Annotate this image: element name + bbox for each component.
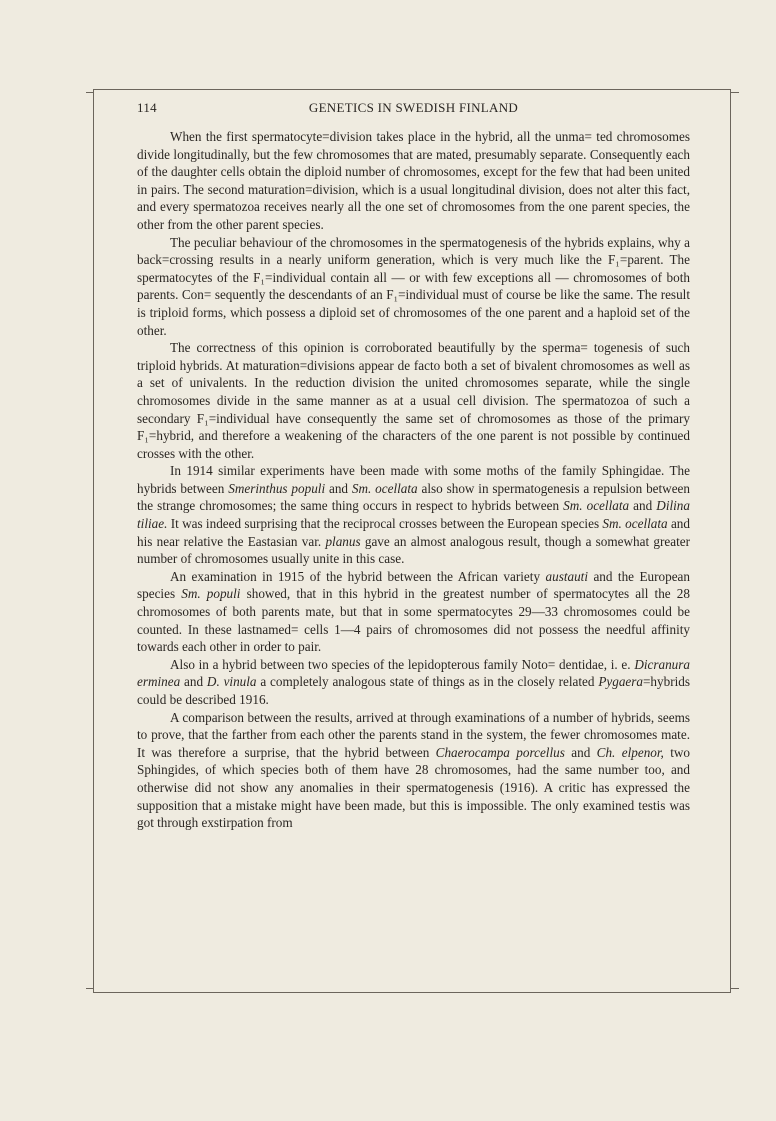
- italic-term: Ch. elpenor,: [596, 744, 664, 760]
- frame-top-rule: [93, 89, 731, 90]
- text-run: and: [564, 744, 597, 760]
- paragraph: [137, 656, 690, 709]
- italic-term: planus: [325, 533, 361, 549]
- paragraph: [137, 709, 690, 832]
- frame-left-rule: [93, 89, 94, 993]
- paragraph: [137, 234, 690, 340]
- body-text: [137, 128, 690, 832]
- paragraph: [137, 568, 690, 656]
- italic-term: Smerinthus populi: [228, 480, 326, 496]
- italic-term: Sm. ocellata: [351, 480, 418, 496]
- paragraph: [137, 339, 690, 462]
- text-run: and: [180, 674, 207, 690]
- text-run: gave an almost analogous result, though a somewhat greater number of chromosomes usually unite in this case.: [137, 533, 690, 567]
- text-run: and: [629, 498, 657, 514]
- text-run: When the first spermatocyte=division takes place in the hybrid, all the unma= ted chromosomes divide longitudinally, but the few chromosomes that are mated, presumably separate. Consequently each of the daughter cells obtain the diploid number of chromosomes, except for the few that had been united in pairs. The second maturation=division, which is a usual longitudinal division, does not alter this fact, and every spermatozoa receives nearly all the one set of chromosomes from the one parent species, the other from the other parent species.: [137, 129, 690, 232]
- text-run: a completely analogous state of things as in the closely related: [256, 674, 599, 690]
- text-run: It was indeed surprising that the reciprocal crosses between the European species: [167, 516, 603, 532]
- italic-term: Sm. populi: [181, 586, 241, 602]
- text-run: and his near relative the Eastasian var.: [137, 516, 690, 549]
- page-header: [137, 100, 690, 120]
- corner-mark-bottom-right: [731, 988, 739, 989]
- text-run: In 1914 similar experiments have been made with some moths of the family Sphingidae. The hybrids between: [137, 463, 690, 496]
- running-title: GENETICS IN SWEDISH FINLAND: [308, 100, 519, 115]
- italic-term: Sm. ocellata: [602, 516, 668, 532]
- italic-term: austauti: [545, 568, 588, 584]
- text-run: =hybrids could be described 1916.: [137, 674, 690, 707]
- text-run: showed, that in this hybrid in the greatest number of spermatocytes all the 28 chromosomes of both parents mate, but that in some spermatocytes 29—33 chromosomes could be counted. In these lastnamed= cells 1—4 pairs of chromosomes did not possess the needful affinity towards each other in order to pair.: [137, 586, 690, 655]
- frame-right-rule: [730, 89, 731, 993]
- text-run: and the European species: [137, 568, 690, 602]
- paragraph: [137, 462, 690, 568]
- corner-mark-top-right: [731, 92, 739, 93]
- text-run: also show in spermatogenesis a repulsion between the strange chromosomes; the same thing occurs in respect to hybrids between: [137, 480, 691, 514]
- italic-term: Dicranura erminea: [137, 656, 690, 690]
- text-run: An examination in 1915 of the hybrid between the African variety: [170, 568, 546, 584]
- corner-mark-top-left: [86, 92, 94, 93]
- italic-term: Sm. ocellata: [563, 498, 630, 514]
- frame-bottom-rule: [93, 992, 731, 993]
- text-run: Also in a hybrid between two species of the lepidopterous family Noto= dentidae, i. e.: [170, 656, 635, 672]
- corner-mark-bottom-left: [86, 988, 94, 989]
- italic-term: D. vinula: [206, 674, 257, 690]
- italic-term: Dilina tiliae.: [137, 498, 690, 532]
- text-run: two Sphingides, of which species both of them have 28 chromosomes, had the same number too, and otherwise did not show any anomalies in their spermatogenesis (1916). A critic has expressed the supposition that a mistake might have been made, but this is impossible. The only examined testis was got through exstirpation from: [137, 744, 691, 831]
- text-run: A comparison between the results, arrived at through examinations of a number of hybrids, seems to prove, that the farther from each other the parents stand in the system, the fewer chromosomes mate. It was therefore a surprise, that the hybrid between: [137, 709, 690, 760]
- paragraph: [137, 128, 690, 234]
- page-number: 114: [137, 100, 157, 115]
- text-run: and: [325, 480, 352, 496]
- text-run: The peculiar behaviour of the chromosomes in the spermatogenesis of the hybrids explains, why a back=crossing results in a nearly uniform generation, which is very much like the F₁=parent. The spermatocytes of the F₁=individual contain all — or with few exceptions all — chromosomes of both parents. Con= sequently the descendants of an F₁=individual must of course be like the same. The result is triploid forms, which possess a diploid set of chromosomes of the one parent and a haploid set of the other.: [137, 234, 690, 338]
- italic-term: Pygaera: [598, 674, 643, 690]
- text-run: The correctness of this opinion is corroborated beautifully by the sperma= togenesis of such triploid hybrids. At maturation=divisions appear de facto both a set of bivalent chromosomes as well as a set of univalents. In the reduction division the united chromosomes separate, while the single chromosomes divide in the same manner as at a usual cell division. The spermatozoa of such a secondary F₁=individual have consequently the same set of chromosomes as those of the primary F₁=hybrid, and therefore a weakening of the characters of the one parent is not possible by continued crosses with the other.: [137, 340, 690, 461]
- italic-term: Chaerocampa porcellus: [435, 744, 565, 760]
